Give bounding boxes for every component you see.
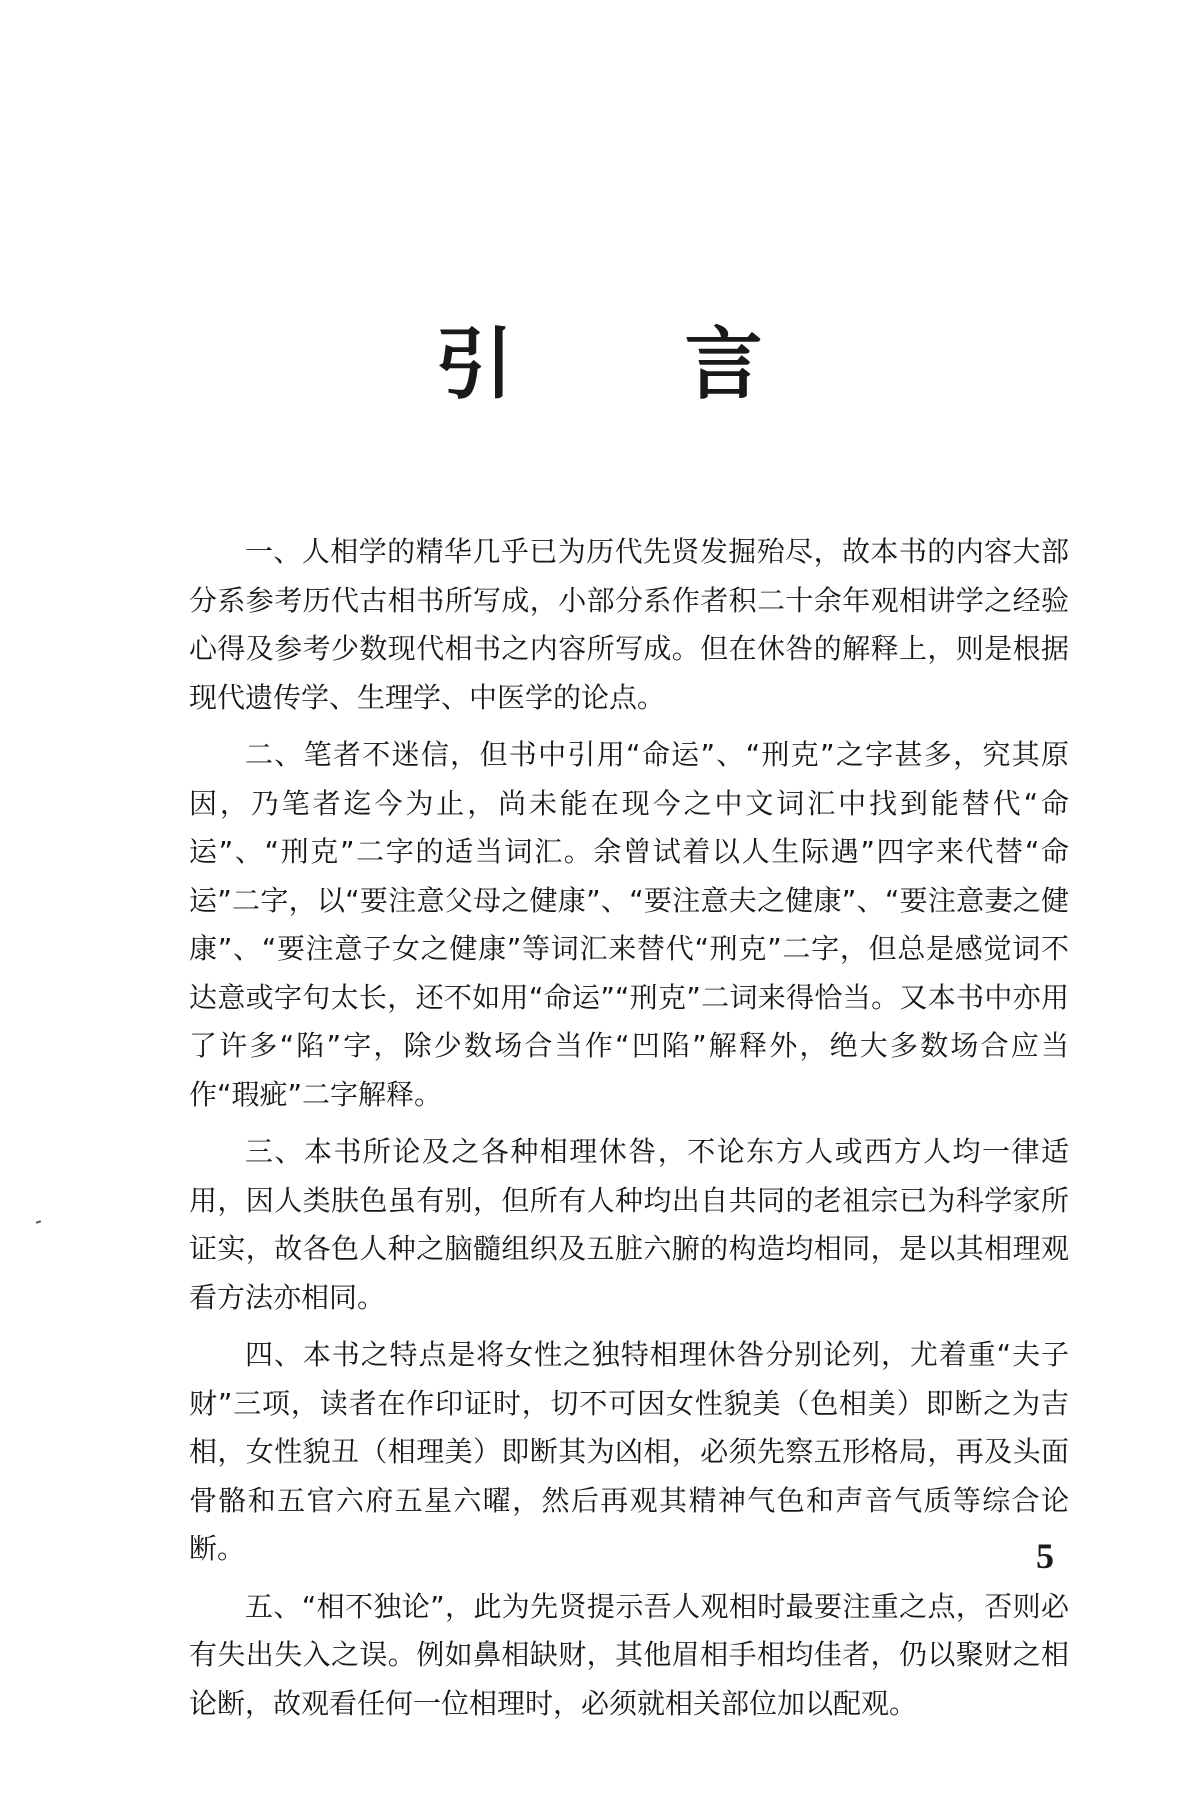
page-number: 5: [1036, 1536, 1054, 1576]
paragraph-3: 三、本书所论及之各种相理休咎，不论东方人或西方人均一律适用，因人类肤色虽有别，但所有人种均出自共同的老祖宗已为科学家所证实，故各色人种之脑髓组织及五脏六腑的构造均相同，是以其相理观看方法亦相同。: [189, 1135, 1069, 1314]
paragraph-5: 五、“相不独论”，此为先贤提示吾人观相时最要注重之点，否则必有失出失入之误。例如鼻相缺财，其他眉相手相均佳者，仍以聚财之相论断，故观看任何一位相理时，必须就相关部位加以配观。: [189, 1589, 1069, 1720]
paragraph-2: 二、笔者不迷信，但书中引用“命运”、“刑克”之字甚多，究其原因，乃笔者迄今为止，尚未能在现今之中文词汇中找到能替代“命运”、“刑克”二字的适当词汇。余曾试着以人生际遇”四字来代替“命运”二字，以“要注意父母之健康”、“要注意夫之健康”、“要注意妻之健康”、“要注意子女之健康”等词汇来替代“刑克”二字，但总是感觉词不达意或字句太长，还不如用“命运”“刑克”二词来得恰当。又本书中亦用了许多“陷”字，除少数场合当作“凹陷”解释外，绝大多数场合应当作“瑕疵”二字解释。: [189, 738, 1069, 1111]
paragraph-4: 四、本书之特点是将女性之独特相理休咎分别论列，尤着重“夫子财”三项，读者在作印证时，切不可因女性貌美（色相美）即断之为吉相，女性貌丑（相理美）即断其为凶相，必须先察五形格局，再及头面骨骼和五官六府五星六曜，然后再观其精神气色和声音气质等综合论断。: [189, 1338, 1069, 1565]
scan-speck: [36, 1220, 41, 1224]
body-text: [189, 528, 1069, 1737]
page-title: 引 言: [435, 319, 835, 410]
paragraph-1: 一、人相学的精华几乎已为历代先贤发掘殆尽，故本书的内容大部分系参考历代古相书所写成，小部分系作者积二十余年观相讲学之经验心得及参考少数现代相书之内容所写成。但在休咎的解释上，则是根据现代遗传学、生理学、中医学的论点。: [189, 535, 1069, 714]
